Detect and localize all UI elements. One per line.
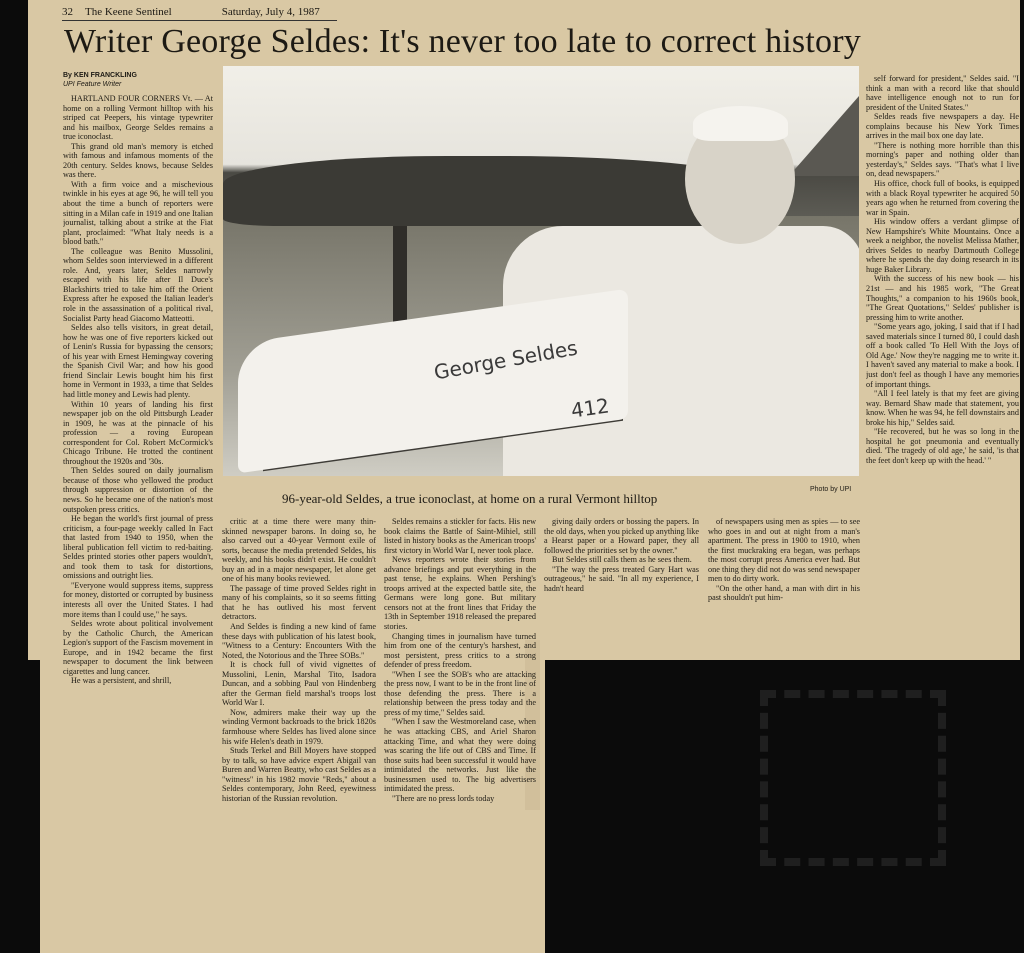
news-photo <box>223 66 859 476</box>
photo-caption: 96-year-old Seldes, a true iconoclast, at home on a rural Vermont hilltop <box>282 491 658 506</box>
article-paragraph: He began the world's first journal of press criticism, a four-page weekly called In Fact that lasted from 1940 to 1950, when the liberal publication fell victim to red-baiting. Seldes printed stories other papers wouldn't, and took them to task for distortions, omissions and outright lies. <box>63 514 213 581</box>
article-paragraph: of newspapers using men as spies — to see who goes in and out at night from a man's apartment. The press in 1900 to 1910, when the first muckraking era began, was perhaps the most corrupt press America ever had. But one thing they did not do was send newspaper men to do dirty work. <box>708 517 860 584</box>
article-paragraph: Seldes remains a stickler for facts. His new book claims the Battle of Saint-Mihiel, still listed in history books as the American troops' first victory in World War I, never took place. <box>384 517 536 555</box>
article-paragraph: "There is nothing more horrible than this morning's paper and nothing older than yesterday's," Seldes says. "That's what I live on, dead newspapers." <box>866 140 1019 179</box>
byline-author: By KEN FRANCKLING <box>63 72 137 79</box>
article-column-3 <box>384 517 536 945</box>
article-column-6 <box>866 74 1019 652</box>
article-paragraph: critic at a time there were many thin-skinned newspaper barons. In doing so, he also carved out a 40-year Vermont exile of sorts, because the media pretended Seldes, his weekly, and his books didn't exist. He couldn't buy an ad in a major newspaper, let alone get one of his many books reviewed. <box>222 517 376 584</box>
issue-date: Saturday, July 4, 1987 <box>221 6 320 18</box>
article-paragraph: self forward for president," Seldes said. "I think a man with a record like that should have intelligence enough not to run for president of the United States." <box>866 74 1019 112</box>
background-pattern <box>760 690 946 866</box>
article-paragraph: Then Seldes soured on daily journalism because of those who yellowed the product through suppression or distortion of the news. So he became one of the nation's most outspoken press critics. <box>63 466 213 514</box>
article-paragraph: Changing times in journalism have turned him from one of the century's harshest, and most persistent, press critics to a strong defender of press freedom. <box>384 631 536 670</box>
article-column-1 <box>63 94 213 944</box>
article-paragraph: Seldes also tells visitors, in great detail, how he was one of five reporters kicked out of Lenin's Russia for bypassing the censors; of his year with Ernest Hemingway covering the Spanish Civil War; and how his good friend Sinclair Lewis bought him his first home in Vermont in 1933, a time that Seldes had little money and Lewis had plenty. <box>63 323 213 399</box>
article-paragraph: With the success of his new book — his 21st — and his 1985 work, "The Great Thoughts," a companion to his 1960s book, "The Great Quotations," Seldes' publisher is pressing him to write another. <box>866 274 1019 322</box>
article-paragraph: "He recovered, but he was so long in the hospital he got pneumonia and eventually died. 'The tragedy of old age,' he said, 'is that the feet don't keep up with the head.' " <box>866 427 1019 465</box>
article-paragraph: Seldes reads five newspapers a day. He complains because his New York Times arrives in the mail box one day late. <box>866 112 1019 141</box>
mailbox-name: George Seldes <box>432 335 580 385</box>
article-paragraph: Seldes wrote about political involvement by the Catholic Church, the American Legion's support of the Fascism movement in Europe, and in 1942 became the first newspaper to document the link between cigarettes and lung cancer. <box>63 619 213 676</box>
headline: Writer George Seldes: It's never too late to correct history <box>64 23 861 60</box>
photo-credit: Photo by UPI <box>810 486 852 493</box>
article-paragraph: The colleague was Benito Mussolini, whom Seldes soon interviewed in a different role. And, years later, Seldes narrowly escaped with his life after Il Duce's Blackshirts tried to take him off the Orient Express after he exposed the Italian leader's role in the assassination of a political rival, Socialist Party head Giacomo Matteotti. <box>63 246 213 323</box>
article-paragraph: "All I feel lately is that my feet are giving way. Bernard Shaw made that statement, you know. When he was 94, he fell downstairs and broke his hip," Seldes said. <box>866 389 1019 427</box>
article-paragraph: Within 10 years of landing his first newspaper job on the old Pittsburgh Leader in 1909, he was at the pinnacle of his profession — a roving European correspondent for Col. Robert McCormick's Chicago Tribune. He trotted the continent throughout the 1920s and '30s. <box>63 399 213 466</box>
article-paragraph: "On the other hand, a man with dirt in his past shouldn't put him- <box>708 583 860 603</box>
article-paragraph: And Seldes is finding a new kind of fame these days with publication of his latest book, "Witness to a Century: Encounters With the Noted, the Notorious and the Three SOBs." <box>222 622 376 660</box>
article-paragraph: "Everyone would suppress items, suppress for money, distorted or corrupted by business interests all over the United States. I had more items than I could use," he says. <box>63 580 213 619</box>
article-column-4 <box>544 517 699 650</box>
article-paragraph: "Some years ago, joking, I said that if I had saved materials since I turned 80, I could dash off a book called 'To Hell With the Joys of Old Age.' Now they're nagging me to write it. I haven't saved any material to make a book. I just don't feel as though I have any memories of important things. <box>866 322 1019 389</box>
masthead <box>62 6 337 21</box>
article-paragraph: It is chock full of vivid vignettes of Mussolini, Lenin, Marshal Tito, Isadora Duncan, and a sobbing Paul von Hindenberg after the German field marshal's troops lost World War I. <box>222 660 376 708</box>
article-paragraph: "The way the press treated Gary Hart was outrageous," he said. "In all my experience, I hadn't heard <box>544 564 699 593</box>
byline-role: UPI Feature Writer <box>63 81 122 88</box>
article-paragraph: Studs Terkel and Bill Moyers have stopped by to talk, so have advice expert Abigail van Buren and Warren Beatty, who cast Seldes as a "witness" in his 1982 movie "Reds," about a Seldes contemporary, John Reed, eyewitness historian of the Russian revolution. <box>222 746 376 803</box>
article-paragraph: His office, chock full of books, is equipped with a black Royal typewriter he acquired 50 years ago when he returned from covering the war in Spain. <box>866 179 1019 217</box>
page-number: 32 <box>62 6 73 18</box>
article-paragraph: This grand old man's memory is etched with famous and infamous moments of the 20th century. Seldes knows, because Seldes was there. <box>63 141 213 180</box>
mailbox-number: 412 <box>569 393 611 423</box>
article-column-5 <box>708 517 860 650</box>
byline <box>63 71 137 89</box>
article-column-2 <box>222 517 376 945</box>
article-paragraph: News reporters wrote their stories from advance briefings and put everything in the past tense, he explains. When Pershing's troops arrived at the expected battle site, the Germans were long gone. But military censors not at the front lines that Friday the 13th in September 1918 released the prepared stories. <box>384 555 536 632</box>
article-paragraph: His window offers a verdant glimpse of New Hampshire's White Mountains. Once a week a neighbor, the novelist Melissa Mather, drives Seldes to nearby Dartmouth College where he spends the day doing research in its huge Baker Library. <box>866 217 1019 274</box>
article-paragraph: "There are no press lords today <box>392 793 495 803</box>
article-paragraph: Now, admirers make their way up the winding Vermont backroads to the brick 1820s farmhouse where Seldes has lived alone since his wife Helen's death in 1979. <box>222 707 376 746</box>
article-paragraph: HARTLAND FOUR CORNERS Vt. — At home on a rolling Vermont hilltop with his striped cat Peepers, his vintage typewriter and his mailbox, George Seldes remains a true iconoclast. <box>63 94 213 142</box>
article-paragraph: "When I saw the Westmoreland case, when he was attacking CBS, and Ariel Sharon attacking Time, and what they were doing was scaring the life out of CBS and Time. If those suits had been successful it would have intimidated the networks. Just like the businessmen used to. The big advertisers intimidated the press. <box>384 717 536 794</box>
article-paragraph: "When I see the SOB's who are attacking the press now, I want to be in the front line of those defending the press. There is a relationship between the press today and the press of my time," Seldes said. <box>384 669 536 717</box>
article-paragraph: He was a persistent, and shrill, <box>71 676 172 686</box>
article-paragraph: But Seldes still calls them as he sees them. <box>552 555 692 565</box>
article-paragraph: giving daily orders or bossing the papers. In the old days, when you picked up anything like a Hearst paper or a Howard paper, they all followed the priorities set by the owner." <box>544 517 699 555</box>
newspaper-name: The Keene Sentinel <box>85 6 172 18</box>
article-paragraph: With a firm voice and a mischevious twinkle in his eyes at age 96, he will tell you about the time a bunch of reporters were sitting in a Milan cafe in 1919 and one Italian journalist, talking about a strike at the Fiat plant, proclaimed: "What Italy needs is a blood bath." <box>63 179 213 247</box>
article-paragraph: The passage of time proved Seldes right in many of his complaints, so it so seems fitting that he has outlived his most fervent detractors. <box>222 583 376 622</box>
